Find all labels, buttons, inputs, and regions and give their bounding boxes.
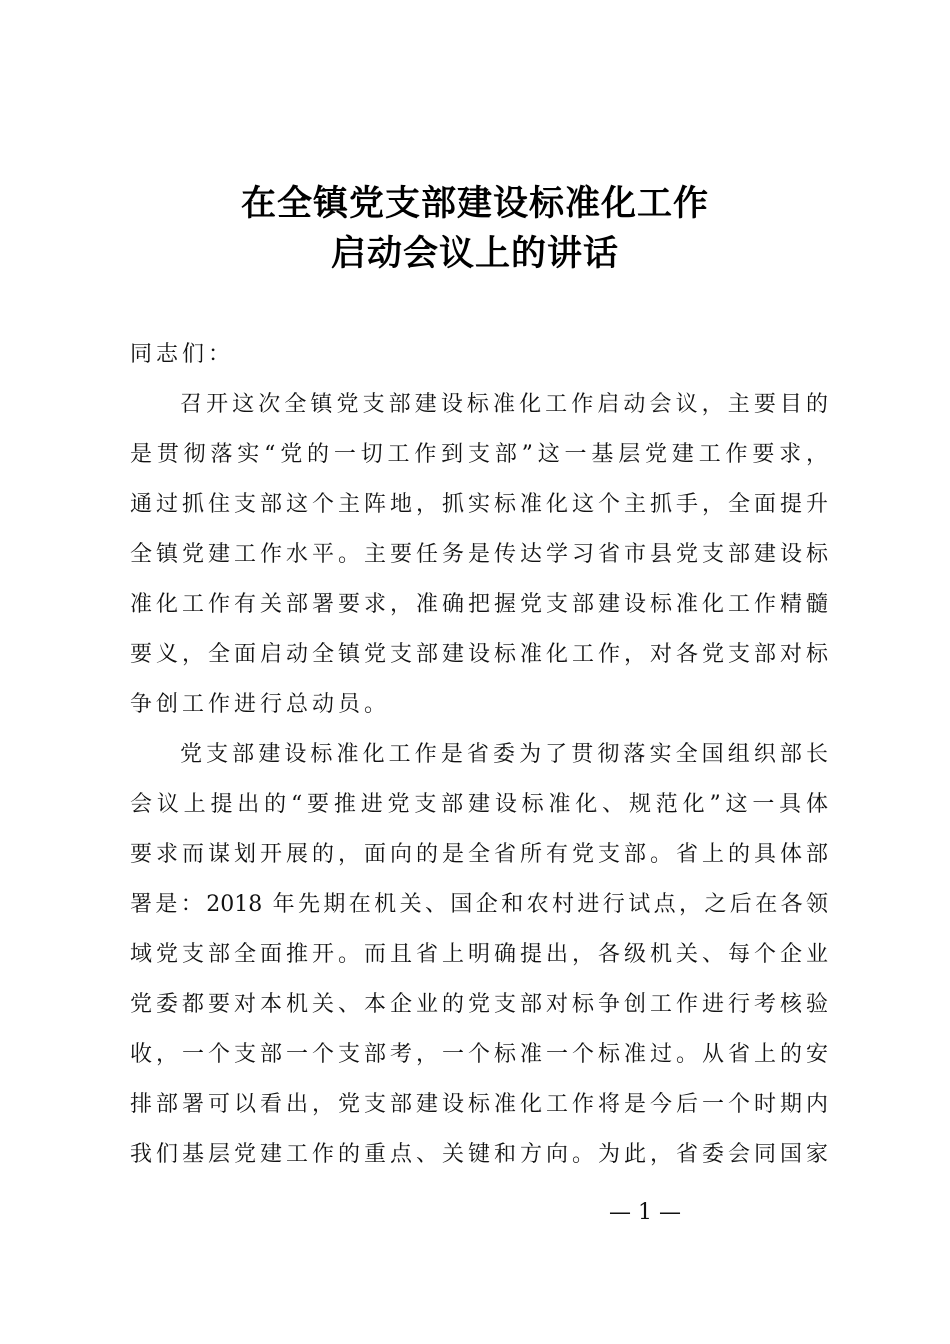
- paragraph-2-line: 我们基层党建工作的重点、关键和方向。为此，省委会同国家: [130, 1142, 828, 1167]
- salutation: 同志们：: [130, 342, 235, 367]
- paragraph-2-line: 党委都要对本机关、本企业的党支部对标争创工作进行考核验: [130, 992, 828, 1017]
- paragraph-1-line: 争创工作进行总动员。: [130, 692, 391, 717]
- paragraph-2-line: 会议上提出的“要推进党支部建设标准化、规范化”这一具体: [130, 792, 828, 817]
- paragraph-2-line: 域党支部全面推开。而且省上明确提出，各级机关、每个企业: [130, 942, 828, 967]
- document-title-line-2: 启动会议上的讲话: [330, 233, 619, 274]
- paragraph-1-line: 召开这次全镇党支部建设标准化工作启动会议，主要目的: [180, 392, 828, 417]
- paragraph-2-line: 署是：2018 年先期在机关、国企和农村进行试点，之后在各领: [130, 892, 828, 917]
- paragraph-2-line: 要求而谋划开展的，面向的是全省所有党支部。省上的具体部: [130, 842, 828, 867]
- paragraph-2-line: 党支部建设标准化工作是省委为了贯彻落实全国组织部长: [180, 742, 828, 767]
- page-number: — 1 —: [609, 1200, 681, 1225]
- paragraph-1-line: 通过抓住支部这个主阵地，抓实标准化这个主抓手，全面提升: [130, 492, 828, 517]
- paragraph-1-line: 准化工作有关部署要求，准确把握党支部建设标准化工作精髓: [130, 592, 828, 617]
- paragraph-1-line: 全镇党建工作水平。主要任务是传达学习省市县党支部建设标: [130, 542, 828, 567]
- document-title-line-1: 在全镇党支部建设标准化工作: [240, 183, 709, 224]
- paragraph-2-line: 排部署可以看出，党支部建设标准化工作将是今后一个时期内: [130, 1092, 828, 1117]
- paragraph-1-line: 要义，全面启动全镇党支部建设标准化工作，对各党支部对标: [130, 642, 828, 667]
- paragraph-2-line: 收，一个支部一个支部考，一个标准一个标准过。从省上的安: [130, 1042, 828, 1067]
- paragraph-1-line: 是贯彻落实“党的一切工作到支部”这一基层党建工作要求，: [130, 442, 828, 467]
